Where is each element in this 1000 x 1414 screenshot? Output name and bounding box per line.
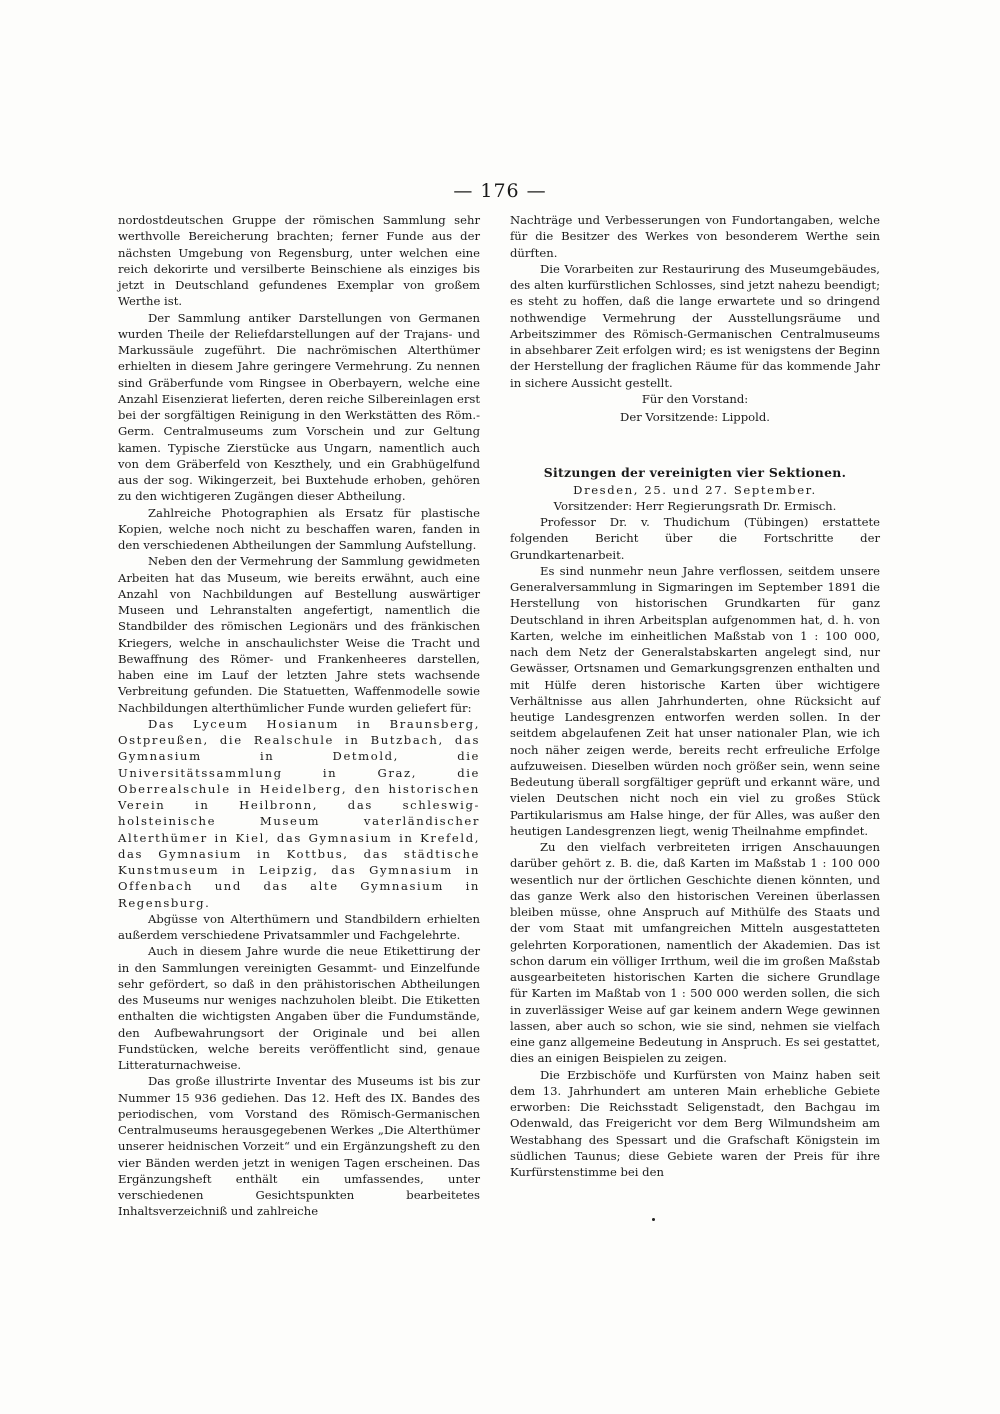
paragraph: Der Sammlung antiker Darstellungen von Germanen wurden Theile der Reliefdarstellungen auf der Trajans- und Markussäule zugeführt. Die nachrömischen Alterthümer erhielten in diesem Jahre geringere Vermehrung. Zu nennen sind Gräberfunde vom Ringsee in Oberbayern, welche eine Anzahl Eisenzierat lieferten, deren reiche Silbereinlagen erst bei der sorgfältigen Reinigung in den Werkstätten des Röm.-Germ. Centralmuseums zum Vorschein und zur Geltung kamen. Typische Zierstücke aus Ungarn, namentlich auch von dem Gräberfeld von Keszthely, und ein Grabhügelfund aus der sog. Wikingerzeit, bei Buxtehude erhoben, gehören zu den wichtigeren Zugängen dieser Abtheilung. [118,310,480,504]
paragraph: nordostdeutschen Gruppe der römischen Sammlung sehr werthvolle Bereicherung brachten; ferner Funde aus der nächsten Umgebung von Regensburg, unter welchen eine reich dekorirte und versilberte Beinschiene als einziges bis jetzt in Deutschland gefundenes Exemplar von großem Werthe ist. [118,213,480,309]
section-title: Sitzungen der vereinigten vier Sektionen. [543,465,847,481]
section-chair: Vorsitzender: Herr Regierungsrath Dr. Ermisch. [553,498,837,513]
paragraph: Es sind nunmehr neun Jahre verflossen, seitdem unsere Generalversammlung in Sigmaringen im September 1891 die Herstellung von historischen Grundkarten für ganz Deutschland in ihren Arbeitsplan aufgenommen hat, d. h. von Karten, welche im einheitlichen Maßstab von 1 : 100 000, nach dem Netz der Generalstabskarten angelegt sind, nur Gewässer, Ortsnamen und Gemarkungsgrenzen enthalten und mit Hülfe deren historische Karten über wichtigere Verhältnisse aus allen Jahrhunderten, ohne Rücksicht auf heutige Landesgrenzen entworfen werden sollen. In der seitdem abgelaufenen Zeit hat unser nationaler Plan, wie ich noch näher zeigen werde, bereits recht erfreuliche Erfolge aufzuweisen. Dieselben würden noch größer sein, wenn seine Bedeutung überall sorgfältiger geprüft und erkannt wäre, und vielen Deutschen nicht noch ein viel zu großes Stück Partikularismus am Halse hinge, der für Alles, was außer den heutigen Landesgrenzen liegt, wenig Theilnahme empfindet. [510,563,880,838]
paragraph: Zu den vielfach verbreiteten irrigen Anschauungen darüber gehört z. B. die, daß Karten im Maßstab 1 : 100 000 wesentlich nur der örtlichen Geschichte dienen könnten, und das ganze Werk also den historischen Vereinen überlassen bleiben müsse, ohne Anspruch auf Mithülfe des Staats und der vom Staat mit umfangreichen Mitteln ausgestatteten gelehrten Korporationen, namentlich der Akademien. Das ist schon darum ein völliger Irrthum, weil die im großen Maßstab ausgearbeiteten historischen Karten die sichere Grundlage für Karten im Maßtab von 1 : 500 000 werden sollen, die sich in zuverlässiger Weise auf gar keinem andern Wege gewinnen lassen, aber auch so schon, wie sie sind, nehmen sie vielfach eine ganz allgemeine Bedeutung in Anspruch. Es sei gestattet, dies an einigen Beispielen zu zeigen. [510,840,880,1066]
paragraph: Zahlreiche Photographien als Ersatz für plastische Kopien, welche noch nicht zu beschaffen waren, fanden in den verschiedenen Abtheilungen der Sammlung Aufstellung. [118,505,480,552]
for-board-line: Für den Vorstand: [641,391,749,406]
chairman-signature: Der Vorsitzende: Lippold. [620,410,770,424]
paragraph: Das große illustrirte Inventar des Museums ist bis zur Nummer 15 936 gediehen. Das 12. Heft des IX. Bandes des periodischen, vom Vorstand des Römisch-Germanischen Centralmuseums herausgegebenen Werkes „Die Alterthümer unserer heidnischen Vorzeit“ und ein Ergänzungsheft zu den vier Bänden werden jetzt in wenigen Tagen erscheinen. Das Ergänzungsheft enthält ein umfassendes, unter verschiedenen Gesichtspunkten bearbeitetes Inhaltsverzeichniß und zahlreiche [118,1074,480,1219]
page-number: — 176 — [453,180,547,202]
right-column [510,212,880,1180]
paragraph: Die Vorarbeiten zur Restaurirung des Museumgebäudes, des alten kurfürstlichen Schlosses, sind jetzt nahezu beendigt; es steht zu hoffen, daß die lange erwartete und so dringend nothwendige Vermehrung der Ausstellungsräume und Arbeitszimmer des Römisch-Germanischen Centralmuseums in absehbarer Zeit erfolgen wird; es ist wenigstens der Beginn der Herstellung der fraglichen Räume für das kommende Jahr in sichere Aussicht gestellt. [510,261,880,390]
ink-dot [652,1218,655,1221]
paragraph: Neben den der Vermehrung der Sammlung gewidmeten Arbeiten hat das Museum, wie bereits erwähnt, auch eine Anzahl von Nachbildungen auf Bestellung auswärtiger Museen und Lehranstalten angefertigt, namentlich die Standbilder des römischen Legionärs und des fränkischen Kriegers, welche in anschaulichster Weise die Tracht und Bewaffnung des Römer- und Frankenheeres darstellen, haben eine im Lauf der letzten Jahre stets wachsende Verbreitung gefunden. Die Statuetten, Waffenmodelle sowie Nachbildungen alterthümlicher Funde wurden geliefert für: [118,554,480,715]
paragraph: Abgüsse von Alterthümern und Standbildern erhielten außerdem verschiedene Privatsammler und Fachgelehrte. [118,911,480,942]
left-column [118,212,480,1220]
section-place-date: Dresden, 25. und 27. September. [573,482,817,497]
paragraph: Professor Dr. v. Thudichum (Tübingen) erstattete folgenden Bericht über die Fortschritte der Grundkartenarbeit. [510,515,880,562]
paragraph: Das Lyceum Hosianum in Braunsberg, Ostpreußen, die Realschule in Butzbach, das Gymnasium in Detmold, die Universitätssammlung in Graz, die Oberrealschule in Heidelberg, den historischen Verein in Heilbronn, das schleswig-holsteinische Museum vaterländischer Alterthümer in Kiel, das Gymnasium in Krefeld, das Gymnasium in Kottbus, das städtische Kunstmuseum in Leipzig, das Gymnasium in Offenbach und das alte Gymnasium in Regensburg. [118,716,480,910]
paragraph: Nachträge und Verbesserungen von Fundortangaben, welche für die Besitzer des Werkes von besonderem Werthe sein dürften. [510,213,880,260]
paragraph: Die Erzbischöfe und Kurfürsten von Mainz haben seit dem 13. Jahrhundert am unteren Main erhebliche Gebiete erworben: Die Reichsstadt Seligenstadt, den Bachgau im Odenwald, das Freigericht vor dem Berg Wilmundsheim am Westabhang des Spessart und die Grafschaft Königstein im südlichen Taunus; diese Gebiete waren der Preis für ihre Kurfürstenstimme bei den [510,1067,880,1179]
paragraph: Auch in diesem Jahre wurde die neue Etikettirung der in den Sammlungen vereinigten Gesammt- und Einzelfunde sehr gefördert, so daß in den prähistorischen Abtheilungen des Museums nur weniges nachzuholen bleibt. Die Etiketten enthalten die wichtigsten Angaben über die Fundumstände, den Aufbewahrungsort der Originale und bei allen Fundstücken, welche bereits veröffentlicht sind, genaue Litteraturnachweise. [118,944,480,1072]
